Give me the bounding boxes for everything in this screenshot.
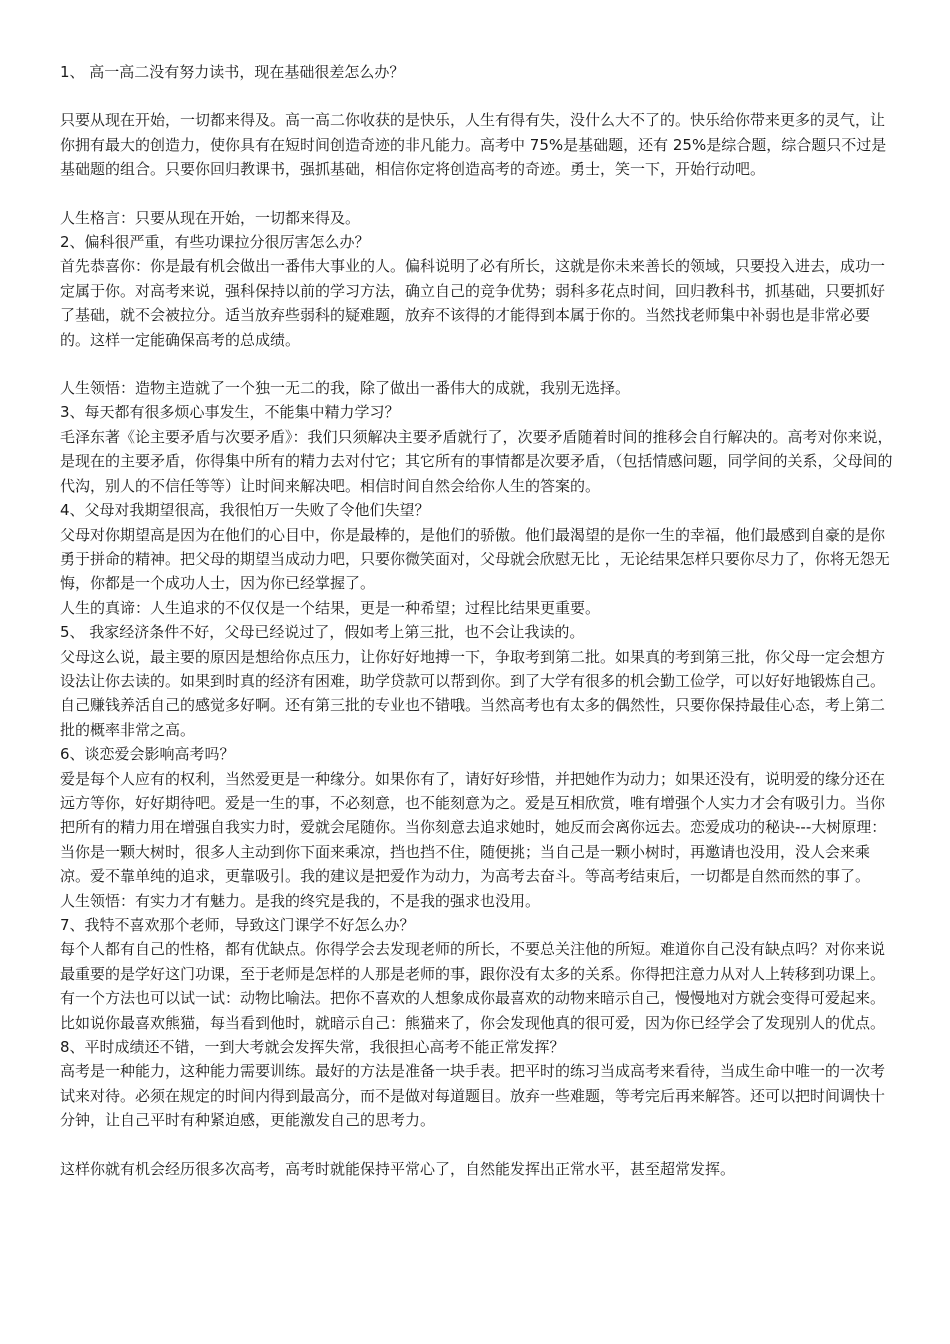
document-page <box>60 60 896 1181</box>
motto-2: 人生领悟：造物主造就了一个独一无二的我，除了做出一番伟大的成就，我别无选择。 <box>60 379 631 398</box>
answer-4: 父母对你期望高是因为在他们的心目中，你是最棒的，是他们的骄傲。他们最渴望的是你一生的幸福，他们最感到自豪的是你勇于拼命的精神。把父母的期望当成动力吧，只要你微笑面对，父母就会欣慰无比 ，无论结果怎样只要你尽力了，你将无怨无悔，你都是一个成功人士，因为你已经掌握了。 <box>60 525 890 593</box>
question-8: 8、平时成绩还不错，一到大考就会发挥失常，我很担心高考不能正常发挥？ <box>60 1038 565 1057</box>
answer-5: 父母这么说，最主要的原因是想给你点压力，让你好好地搏一下，争取考到第二批。如果真的考到第三批，你父母一定会想方设法让你去读的。如果到时真的经济有困难，助学贷款可以帮到你。到了大学有很多的机会勤工俭学，可以好好地锻炼自己。自己赚钱养活自己的感觉多好啊。还有第三批的专业也不错哦。当然高考也有太多的偶然性，只要你保持最佳心态，考上第二批的概率非常之高。 <box>60 647 886 739</box>
question-6: 6、谈恋爱会影响高考吗？ <box>60 745 235 764</box>
spacer <box>60 182 896 206</box>
question-5: 5、 我家经济条件不好，父母已经说过了，假如考上第三批，也不会让我读的。 <box>60 623 585 642</box>
spacer <box>60 1133 896 1157</box>
spacer <box>60 352 896 376</box>
spacer <box>60 84 896 108</box>
motto-1: 人生格言：只要从现在开始，一切都来得及。 <box>60 208 361 227</box>
motto-6: 人生领悟：有实力才有魅力。是我的终究是我的，不是我的强求也没用。 <box>60 891 541 910</box>
question-3: 3、每天都有很多烦心事发生，不能集中精力学习？ <box>60 403 400 422</box>
answer-1: 只要从现在开始，一切都来得及。高一高二你收获的是快乐，人生有得有失，没什么大不了的。快乐给你带来更多的灵气，让你拥有最大的创造力，使你具有在短时间创造奇迹的非凡能力。高考中 75%是基础题，还有 25%是综合题，综合题只不过是基础题的组合。只要你回归教课书，强抓基础，相信你定将创造高考的奇迹。勇士，笑一下，开始行动吧。 <box>60 111 887 179</box>
question-7: 7、我特不喜欢那个老师，导致这门课学不好怎么办？ <box>60 916 415 934</box>
question-4: 4、父母对我期望很高，我很怕万一失败了令他们失望？ <box>60 501 430 520</box>
question-2: 2、偏科很严重，有些功课拉分很厉害怎么办？ <box>60 233 370 252</box>
answer-3: 毛泽东著《论主要矛盾与次要矛盾》：我们只须解决主要矛盾就行了，次要矛盾随着时间的推移会自行解决的。高考对你来说，是现在的主要矛盾，你得集中所有的精力去对付它；其它所有的事情都是次要矛盾，（包括情感问题，同学间的关系，父母间的代沟，别人的不信任等等）让时间来解决吧。相信时间自然会给你人生的答案的。 <box>60 427 893 495</box>
question-1: 1、 高一高二没有努力读书，现在基础很差怎么办？ <box>60 63 405 81</box>
answer-2: 首先恭喜你：你是最有机会做出一番伟大事业的人。偏科说明了必有所长，这就是你未来善长的领域，只要投入进去，成功一定属于你。对高考来说，强科保持以前的学习方法，确立自己的竞争优势；弱科多花点时间，回归教科书，抓基础，只要抓好了基础，就不会被拉分。适当放弃些弱科的疑难题，放弃不该得的才能得到本属于你的。当然找老师集中补弱也是非常必要的。这样一定能确保高考的总成绩。 <box>60 257 886 349</box>
answer-6: 爱是每个人应有的权利，当然爱更是一种缘分。如果你有了，请好好珍惜，并把她作为动力；如果还没有，说明爱的缘分还在远方等你，好好期待吧。爱是一生的事，不必刻意，也不能刻意为之。爱是互相欣赏，唯有增强个人实力才会有吸引力。当你把所有的精力用在增强自我实力时，爱就会尾随你。当你刻意去追求她时，她反而会离你远去。恋爱成功的秘诀---大树原理：当你是一颗大树时，很多人主动到你下面来乘凉，挡也挡不住，随便挑；当自己是一颗小树时，再邀请也没用，没人会来乘凉。爱不靠单纯的追求，更靠吸引。我的建议是把爱作为动力，为高考去奋斗。等高考结束后，一切都是自然而然的事了。 <box>60 769 887 886</box>
answer-7: 每个人都有自己的性格，都有优缺点。你得学会去发现老师的所长，不要总关注他的所短。难道你自己没有缺点吗？对你来说最重要的是学好这门功课，至于老师是怎样的人那是老师的事，跟你没有太多的关系。你得把注意力从对人上转移到功课上。有一个方法也可以试一试：动物比喻法。把你不喜欢的人想象成你最喜欢的动物来暗示自己，慢慢地对方就会变得可爱起来。比如说你最喜欢熊猫，每当看到他时，就暗示自己：熊猫来了，你会发现他真的很可爱，因为你已经学会了发现别人的优点。 <box>60 940 886 1032</box>
motto-4: 人生的真谛：人生追求的不仅仅是一个结果，更是一种希望；过程比结果更重要。 <box>60 598 601 617</box>
conclusion: 这样你就有机会经历很多次高考，高考时就能保持平常心了，自然能发挥出正常水平，甚至超常发挥。 <box>60 1159 736 1178</box>
answer-8: 高考是一种能力，这种能力需要训练。最好的方法是准备一块手表。把平时的练习当成高考来看待，当成生命中唯一的一次考试来对待。必须在规定的时间内得到最高分，而不是做对每道题目。放弃一些难题，等考完后再来解答。还可以把时间调快十分钟，让自己平时有种紧迫感，更能激发自己的思考力。 <box>60 1062 886 1130</box>
